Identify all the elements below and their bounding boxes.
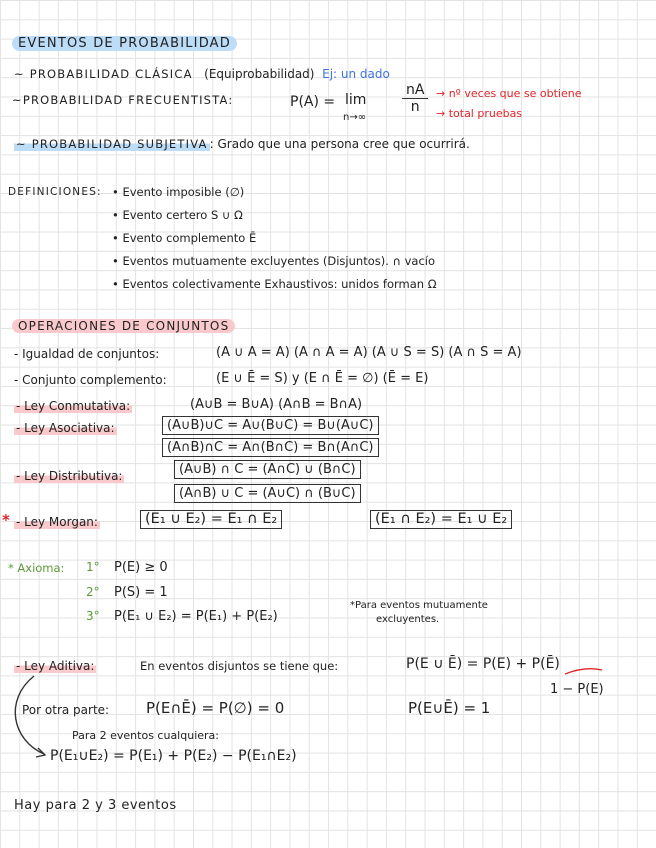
conmutativa-formulas: (A∪B = B∪A) (A∩B = B∩A) [190,397,363,412]
otra-formula: P(E∩Ē) = P(∅) = 0 [146,699,285,717]
dos-formula: P(E₁∪E₂) = P(E₁) + P(E₂) − P(E₁∩E₂) [50,748,297,764]
morgan-star: * [2,511,10,529]
distributiva-formula-1: (A∪B) ∩ C = (A∩C) ∪ (B∩C) [174,460,361,479]
complemento-label: - Conjunto complemento: [14,373,167,387]
igualdad-formulas: (A ∪ A = A) (A ∩ A = A) (A ∪ S = S) (A ∩ S = A) [216,345,522,360]
axioma-3: P(E₁ ∪ E₂) = P(E₁) + P(E₂) [114,609,278,624]
axioma-n3: 3° [86,609,100,623]
lim-text: lim [345,92,367,108]
asociativa-label: - Ley Asociativa: [16,421,115,435]
distributiva-label: - Ley Distributiva: [16,469,123,483]
aditiva-note: 1 − P(E) [550,682,604,697]
aditiva-label: - Ley Aditiva: [16,659,95,673]
frecuentista-formula-left: P(A) = [290,94,336,110]
morgan-label: - Ley Morgan: [16,515,98,529]
def-item: • Eventos mutuamente excluyentes (Disjuntos). ∩ vacío [112,254,436,268]
morgan-formula-1: (E₁ ∪ E₂) = E₁ ∩ E₂ [140,510,282,529]
definiciones-label: DEFINICIONES: [8,186,102,198]
aditiva-formula: P(E ∪ Ē) = P(E) + P(Ē) [406,656,560,672]
axioma-label: * Axioma: [8,561,65,575]
clasica-example: Ej: un dado [322,67,390,81]
axioma-2: P(S) = 1 [114,585,168,600]
clasica-paren: (Equiprobabilidad) [204,67,315,81]
footer-note: Hay para 2 y 3 eventos [14,798,177,813]
def-item: • Eventos colectivamente Exhaustivos: unidos forman Ω [112,277,437,291]
asociativa-formula-1: (A∪B)∪C = A∪(B∪C) = B∪(A∪C) [162,416,379,435]
operaciones-title: OPERACIONES DE CONJUNTOS [12,318,235,334]
freq-note-num: → nº veces que se obtiene [436,87,582,100]
lim-sub: n→∞ [343,112,367,123]
def-item: • Evento complemento Ē [112,231,257,245]
conmutativa-label: - Ley Conmutativa: [16,399,131,413]
frecuentista-label: ~PROBABILIDAD FRECUENTISTA: [12,93,234,107]
subjetiva-label: ~ PROBABILIDAD SUBJETIVA [16,137,208,151]
subjetiva-text: : Grado que una persona cree que ocurrirá. [209,137,470,151]
page-title: EVENTOS DE PROBABILIDAD [12,36,237,52]
def-item: • Evento certero S ∪ Ω [112,208,243,222]
freq-den: n [410,99,420,115]
asociativa-formula-2: (A∩B)∩C = A∩(B∩C) = B∩(A∩C) [162,438,379,457]
dos-label: Para 2 eventos cualquiera: [72,729,219,742]
axioma-1: P(E) ≥ 0 [114,560,168,575]
igualdad-label: - Igualdad de conjuntos: [14,347,160,361]
axioma-n1: 1° [86,560,100,574]
complemento-formulas: (E ∪ Ē = S) y (E ∩ Ē = ∅) (Ē̄ = E) [216,371,429,386]
freq-note-den: → total pruebas [436,107,523,120]
otra-label: Por otra parte: [22,703,110,717]
aditiva-text: En eventos disjuntos se tiene que: [140,659,339,673]
freq-num: nA [402,82,428,99]
axioma-n2: 2° [86,585,100,599]
axioma-note-1: *Para eventos mutuamente [350,600,488,611]
morgan-formula-2: (E₁ ∩ E₂) = E₁ ∪ E₂ [370,510,512,529]
axioma-note-2: excluyentes. [376,614,440,625]
def-item: • Evento imposible (∅) [112,185,245,199]
clasica-label: ~ PROBABILIDAD CLÁSICA [14,67,193,81]
aditiva-result: P(E∪Ē) = 1 [408,699,491,717]
distributiva-formula-2: (A∩B) ∪ C = (A∪C) ∩ (B∪C) [174,484,361,503]
